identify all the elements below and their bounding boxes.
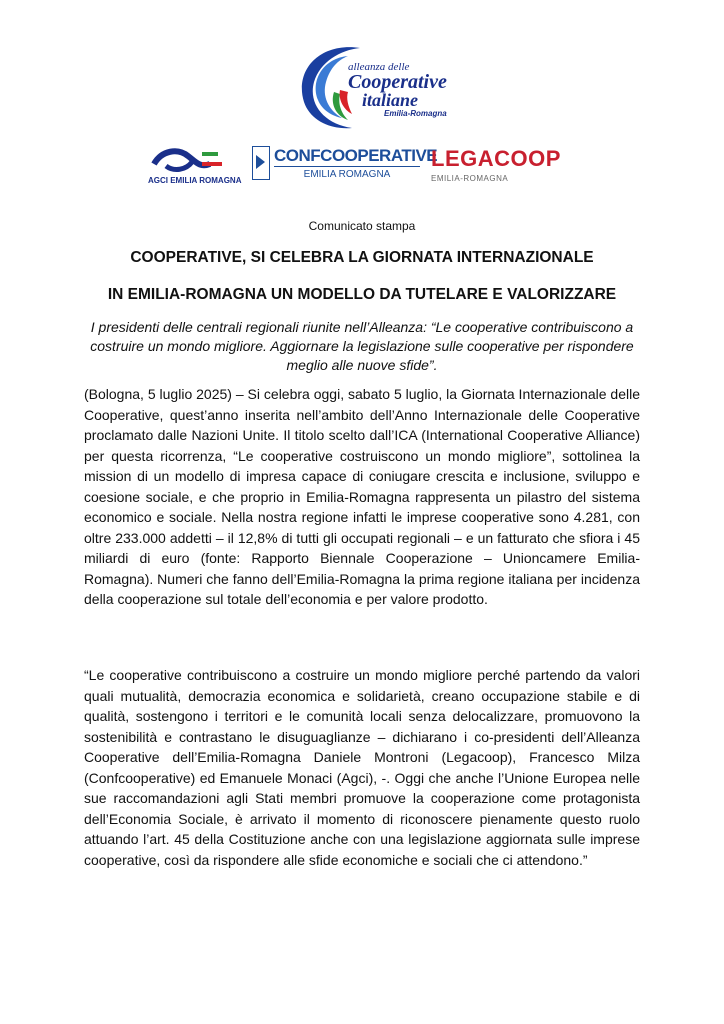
alleanza-cooperative-logo <box>290 40 447 140</box>
headline-line-1: COOPERATIVE, SI CELEBRA LA GIORNATA INTERNAZIONALE <box>130 249 594 266</box>
alleanza-logo-region: Emilia-Romagna <box>384 109 447 118</box>
agci-knot-icon <box>148 142 238 176</box>
alleanza-logo-line3: italiane <box>362 90 419 110</box>
agci-logo <box>148 142 242 186</box>
alleanza-logo-line2: Cooperative <box>348 71 447 93</box>
alleanza-logo-line1: alleanza delle <box>348 61 410 73</box>
legacoop-logo-region: EMILIA-ROMAGNA <box>431 174 509 183</box>
legacoop-logo-text: LEGACOOP <box>431 146 561 171</box>
agci-logo-text: AGCI EMILIA ROMAGNA <box>148 176 242 185</box>
document-kicker: Comunicato stampa <box>308 219 416 233</box>
confcooperative-logo-region: EMILIA ROMAGNA <box>274 166 420 180</box>
body-paragraph-1: (Bologna, 5 luglio 2025) – Si celebra oggi, sabato 5 luglio, la Giornata Internazionale delle Cooperative, quest’anno inserita nell’ambito dell’Anno Internazionale delle Cooperative proclamato dalle Nazioni Unite. Il titolo scelto dall’ICA (International Cooperative Alliance) per questa ricorrenza, “Le cooperative costruiscono un mondo migliore”, sottolinea la mission di un modello di impresa capace di coniugare crescita e inclusione, sviluppo e coesione sociale, e che proprio in Emilia-Romagna rappresenta un pilastro del sistema economico e sociale. Nella nostra regione infatti le imprese cooperative sono 4.281, con oltre 233.000 addetti – il 12,8% di tutti gli occupati regionali – e un fatturato che sfiora i 45 miliardi di euro (fonte: Rapporto Biennale Cooperazione – Unioncamere Emilia-Romagna). Numeri che fanno dell’Emilia-Romagna la prima regione italiana per incidenza della cooperazione sul totale dell’economia e per valore prodotto. <box>84 386 640 607</box>
partner-logos-row <box>148 140 568 190</box>
body-paragraph-2: “Le cooperative contribuiscono a costruire un mondo migliore perché partendo da valori quali mutualità, democrazia economica e solidarietà, creano occupazione stabile e di qualità, sostengono i territori e le comunità locali senza delocalizzare, promuovono la sostenibilità e contrastano le disuguaglianze – dichiarano i co-presidenti dell’Alleanza Cooperative dell’Emilia-Romagna Daniele Montroni (Legacoop), Francesco Milza (Confcooperative) ed Emanuele Monaci (Agci), -. Oggi che anche l’Unione Europea nelle sue raccomandazioni agli Stati membri promuove la cooperazione come protagonista dell’Economia Sociale, è arrivato il momento di riconoscere pienamente questo ruolo attuando l’art. 45 della Costituzione anche con una legislazione aggiornata sulle imprese cooperative, così da rispondere alle sfide economiche e sociali che ci attendono.” <box>84 667 640 868</box>
confcooperative-logo-text: CONFCOOPERATIVE <box>274 146 438 165</box>
headline-line-2: IN EMILIA-ROMAGNA UN MODELLO DA TUTELARE E VALORIZZARE <box>107 286 617 303</box>
confcooperative-mark-icon <box>252 146 270 180</box>
legacoop-logo <box>431 146 561 186</box>
confcooperative-logo <box>252 146 438 186</box>
subtitle: I presidenti delle centrali regionali riunite nell’Alleanza: “Le cooperative contribuiscono a costruire un mondo migliore. Aggiornare la legislazione sulle cooperative per rispondere meglio alle nuove sfide”. <box>90 319 634 373</box>
